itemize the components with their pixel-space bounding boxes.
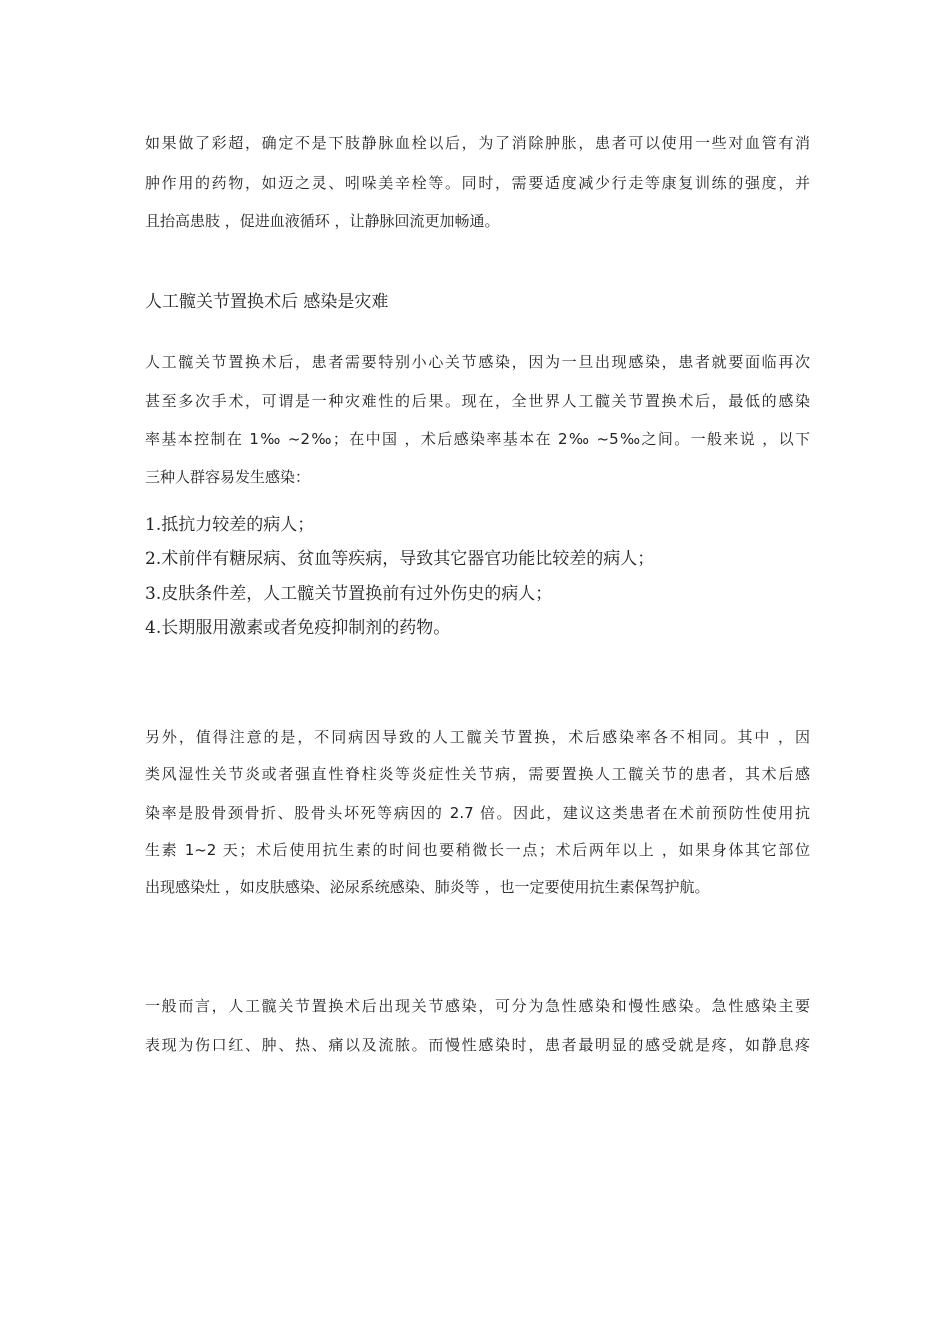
list-item: 1.抵抗力较差的病人； [145,515,315,535]
paragraph-line: 表现为伤口红、肿、热、痛以及流脓。而慢性感染时，患者最明显的感受就是疼，如静息疼 [145,1036,810,1054]
paragraph-line: 如果做了彩超，确定不是下肢静脉血栓以后，为了消除肿胀，患者可以使用一些对血管有消 [145,134,810,152]
section-heading: 人工髋关节置换术后 感染是灾难 [145,292,389,312]
paragraph-line: 一般而言，人工髋关节置换术后出现关节感染，可分为急性感染和慢性感染。急性感染主要 [145,997,810,1015]
paragraph-line: 且抬高患肢 ，促进血液循环 ，让静脉回流更加畅通。 [145,212,500,230]
list-item: 2.术前伴有糖尿病、贫血等疾病，导致其它器官功能比较差的病人； [145,549,655,569]
paragraph-line: 染率是股骨颈骨折、股骨头坏死等病因的 2.7 倍。因此，建议这类患者在术前预防性使用抗 [145,804,810,822]
paragraph-line: 甚至多次手术，可谓是一种灾难性的后果。现在，全世界人工髋关节置换术后，最低的感染 [145,392,810,410]
paragraph-line: 出现感染灶 ，如皮肤感染、泌尿系统感染、肺炎等 ，也一定要使用抗生素保驾护航。 [145,878,710,896]
paragraph-line: 率基本控制在 1‰ ~2‰；在中国 ，术后感染率基本在 2‰ ~5‰之间。一般来说 ，以下 [145,430,810,448]
paragraph-line: 人工髋关节置换术后，患者需要特别小心关节感染，因为一旦出现感染，患者就要面临再次 [145,353,810,371]
paragraph-line: 另外，值得注意的是，不同病因导致的人工髋关节置换，术后感染率各不相同。其中 ，因 [145,728,810,746]
paragraph-line: 三种人群容易发生感染： [145,468,311,486]
list-item: 3.皮肤条件差，人工髋关节置换前有过外伤史的病人； [145,584,553,604]
list-item: 4.长期服用激素或者免疫抑制剂的药物。 [145,618,451,638]
paragraph-line: 肿作用的药物，如迈之灵、吲哚美辛栓等。同时，需要适度减少行走等康复训练的强度，并 [145,174,810,192]
paragraph-line: 类风湿性关节炎或者强直性脊柱炎等炎症性关节病，需要置换人工髋关节的患者，其术后感 [145,765,810,783]
paragraph-line: 生素 1~2 天；术后使用抗生素的时间也要稍微长一点；术后两年以上 ，如果身体其它部位 [145,841,810,859]
